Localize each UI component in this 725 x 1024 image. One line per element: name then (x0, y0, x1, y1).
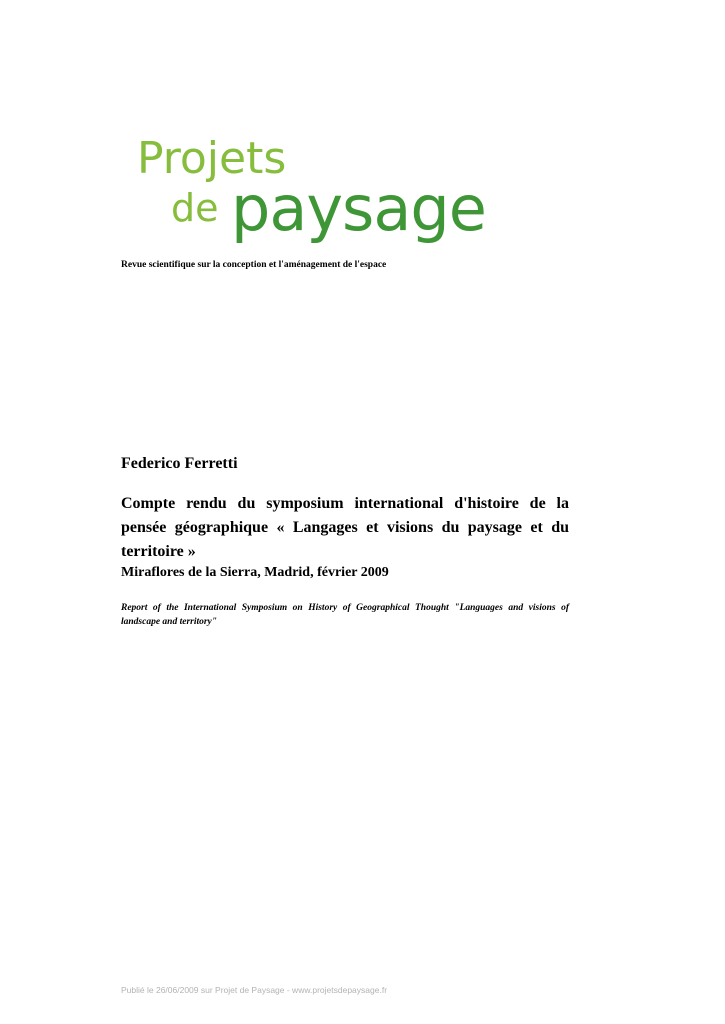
english-title: Report of the International Symposium on History of Geographical Thought "Languages and visions of landscape and territory" (121, 603, 569, 627)
publication-footer: Publié le 26/06/2009 sur Projet de Paysage - www.projetsdepaysage.fr (121, 985, 388, 995)
article-title: Compte rendu du symposium international d'histoire de la pensée géographique « Langages et visions du paysage et du territoire » (121, 495, 569, 560)
journal-logo (137, 133, 486, 246)
logo-word-de: de (171, 186, 219, 230)
logo-word-projets: Projets (137, 133, 287, 184)
logo-word-paysage: paysage (231, 172, 486, 245)
article-author: Federico Ferretti (121, 455, 238, 472)
article-subtitle: Miraflores de la Sierra, Madrid, février 2009 (121, 565, 389, 580)
journal-tagline: Revue scientifique sur la conception et l'aménagement de l'espace (121, 260, 387, 270)
